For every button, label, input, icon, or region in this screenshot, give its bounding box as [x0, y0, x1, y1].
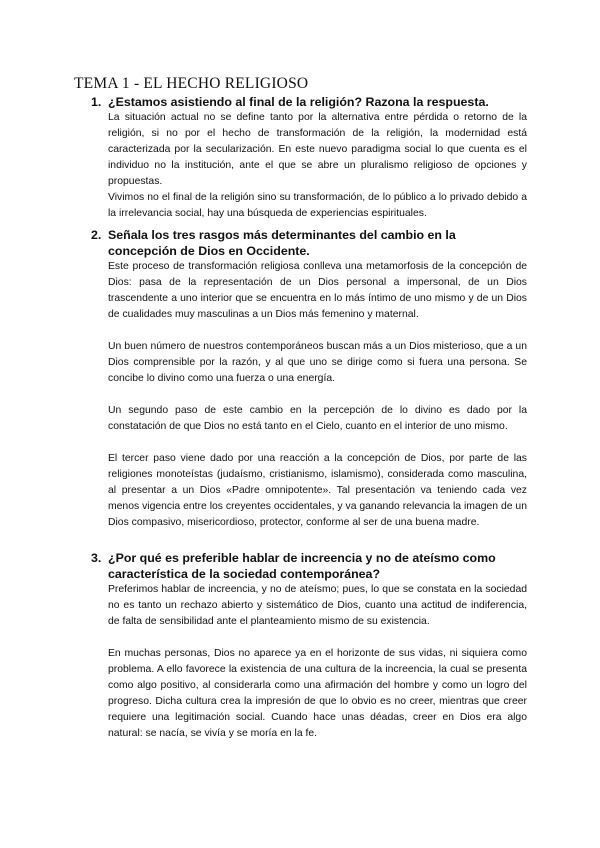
question-1: [91, 94, 527, 222]
question-number: 2.: [91, 228, 102, 242]
answer-paragraph: La situación actual no se define tanto por la alternativa entre pérdida o retorno de la religión, si no por el hecho de transformación de la religión, la modernidad está caracterizada por la secularización. En este nuevo paradigma social lo que cuenta es el individuo no la institución, ante el que se abre un pluralismo religioso de opciones y propuestas.: [108, 112, 527, 187]
question-heading-text: ¿Estamos asistiendo al final de la religión? Razona la respuesta.: [108, 95, 489, 109]
question-heading: [91, 550, 527, 582]
answer-paragraph: Este proceso de transformación religiosa conlleva una metamorfosis de la concepción de Dios: pasa de la representación de un Dios personal a impersonal, de un Dios trascendente a uno interior que se encuentra en lo más íntimo de uno mismo y de un Dios de cualidades muy masculinas a un Dios más femenino y maternal.: [108, 261, 527, 320]
document-title: TEMA 1 - EL HECHO RELIGIOSO: [74, 75, 309, 92]
question-2: [91, 227, 527, 531]
question-number: 1.: [91, 95, 102, 109]
question-3: [91, 550, 527, 742]
answer-paragraph: Un buen número de nuestros contemporáneos buscan más a un Dios misterioso, que a un Dios comprensible por la razón, y al que uno se dirige como si fuera una persona. Se concibe lo divino como una fuerza o una energía.: [108, 341, 527, 384]
question-answer: [91, 582, 527, 742]
question-answer: [91, 259, 527, 531]
answer-paragraph: Preferimos hablar de increencia, y no de ateísmo; pues, lo que se constata en la sociedad no es tanto un rechazo abierto y sistemático de Dios, cuanto una actitud de indiferencia, de falta de sensibilidad ante el planteamiento mismo de su existencia.: [108, 584, 527, 627]
question-answer: [91, 110, 527, 222]
question-heading: [91, 227, 527, 259]
answer-paragraph: Vivimos no el final de la religión sino su transformación, de lo público a lo privado debido a la irrelevancia social, hay una búsqueda de experiencias espirituales.: [108, 192, 527, 219]
question-heading-text: ¿Por qué es preferible hablar de increencia y no de ateísmo como característica de la sociedad contemporánea?: [108, 551, 496, 581]
question-heading: [91, 94, 527, 110]
question-heading-text: Señala los tres rasgos más determinantes del cambio en la concepción de Dios en Occidente.: [108, 228, 456, 258]
answer-paragraph: En muchas personas, Dios no aparece ya en el horizonte de sus vidas, ni siquiera como problema. A ello favorece la existencia de una cultura de la increencia, la cual se presenta como algo positivo, al considerarla como una afirmación del hombre y como un logro del progreso. Dicha cultura crea la impresión de que lo obvio es no creer, mientras que creer requiere una legitimación social. Cuando hace unas déadas, creer en Dios era algo natural: se nacía, se vivía y se moría en la fe.: [108, 648, 527, 739]
answer-paragraph: Un segundo paso de este cambio en la percepción de lo divino es dado por la constatación de que Dios no está tanto en el Cielo, cuanto en el interior de uno mismo.: [108, 405, 527, 432]
question-number: 3.: [91, 551, 102, 565]
answer-paragraph: El tercer paso viene dado por una reacción a la concepción de Dios, por parte de las religiones monoteístas (judaísmo, cristianismo, islamismo), considerada como masculina, al presentar a un Dios «Padre omnipotente». Tal presentación va teniendo cada vez menos vigencia entre los creyentes occidentales, y va ganando relevancia la imagen de un Dios compasivo, misericordioso, protector, conforme al ser de una buena madre.: [108, 453, 527, 528]
